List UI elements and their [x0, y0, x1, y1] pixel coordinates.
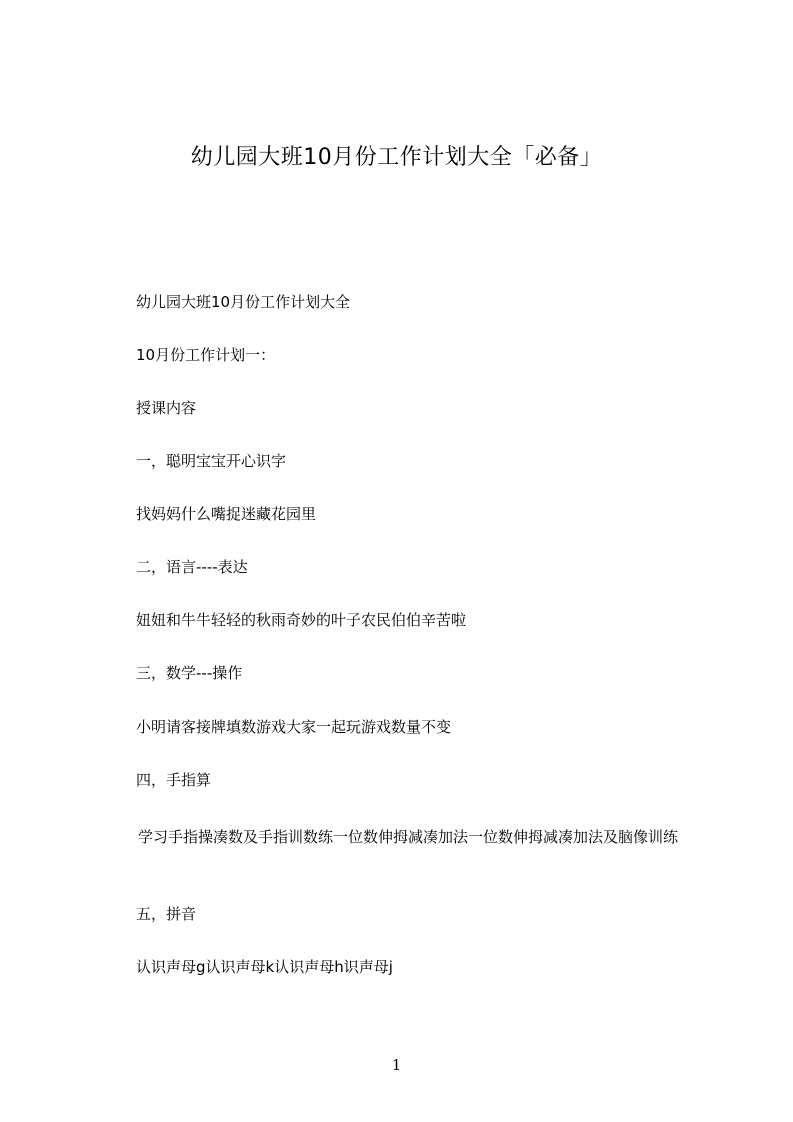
section-heading-finger-math: 四，手指算: [136, 771, 212, 789]
paragraph-subtitle: 幼儿园大班10月份工作计划大全: [136, 293, 351, 311]
paragraph-teaching-content: 授课内容: [136, 399, 197, 417]
paragraph-math-items: 小明请客接牌填数游戏大家一起玩游戏数量不变: [136, 718, 452, 736]
page-number: 1: [391, 1056, 402, 1074]
document-title: 幼儿园大班10月份工作计划大全「必备」: [190, 145, 603, 170]
section-heading-pinyin: 五，拼音: [136, 905, 197, 923]
paragraph-literacy-items: 找妈妈什么嘴捉迷藏花园里: [136, 505, 317, 523]
paragraph-pinyin-items: 认识声母g认识声母k认识声母h识声母j: [136, 958, 393, 976]
paragraph-language-items: 妞妞和牛牛轻轻的秋雨奇妙的叶子农民伯伯辛苦啦: [136, 611, 467, 629]
section-heading-literacy: 一，聪明宝宝开心识字: [136, 452, 287, 470]
paragraph-finger-math-items: 学习手指操凑数及手指训数练一位数伸拇减凑加法一位数伸拇减凑加法及脑像训练: [138, 828, 679, 846]
paragraph-plan-heading: 10月份工作计划一：: [136, 346, 276, 364]
section-heading-math: 三，数学---操作: [136, 664, 243, 682]
section-heading-language: 二，语言----表达: [136, 558, 248, 576]
